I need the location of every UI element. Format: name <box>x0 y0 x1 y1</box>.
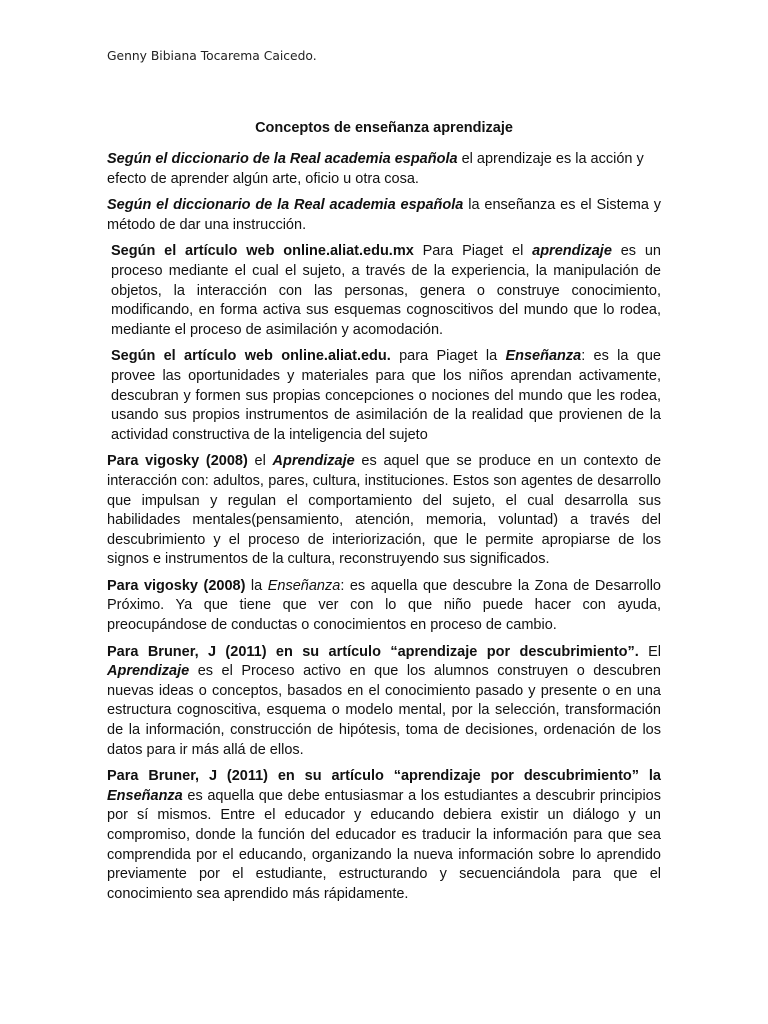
paragraph-5 <box>107 452 661 570</box>
paragraph-6-term: Enseñanza <box>267 577 341 594</box>
paragraph-5-text: es aquel que se produce en un contexto de interacción con: adultos, pares, cultura, instituciones. Estos son agentes de desarrollo que impulsan y regulan el comportamiento del sujeto, el cual desarrolla sus habilidades mentales(pensamiento, atención, memoria, voluntad) a través del descubrimiento y el proceso de interiorización, que le permite apropiarse de los signos e instrumentos de la cultura, reconstruyendo sus significados. <box>107 453 662 568</box>
paragraph-8-lead: Para Bruner, J (2011) en su artículo “aprendizaje por descubrimiento” la <box>107 768 661 785</box>
document-body <box>107 150 661 911</box>
paragraph-7-mid: El <box>638 643 661 660</box>
document-title: Conceptos de enseñanza aprendizaje <box>255 120 513 136</box>
paragraph-2-text: la enseñanza es el Sistema y método de dar una instrucción. <box>107 197 661 233</box>
paragraph-1 <box>107 150 661 189</box>
paragraph-8-term: Enseñanza <box>107 787 183 804</box>
paragraph-8-text: es aquella que debe entusiasmar a los estudiantes a descubrir principios por sí mismos. Entre el educador y educando debiera existir un diálogo y un compromiso, donde la función del educador es traducir la información para que sea comprendida por el educando, organizando la nueva información sobre lo aprendido previamente por el estudiante, estructurando y secuenciándola para que el conocimiento sea aprendido más rápidamente. <box>107 787 661 902</box>
paragraph-5-lead: Para vigosky (2008) <box>107 453 248 470</box>
paragraph-3-mid: Para Piaget el <box>413 243 533 260</box>
paragraph-3 <box>107 242 661 340</box>
paragraph-4-lead: Según el artículo web online.aliat.edu. <box>111 348 391 365</box>
paragraph-4-text: : es la que provee las oportunidades y materiales para que los niños aprendan activamente, descubran y formen sus propias concepciones o nociones del mundo que les rodea, usando sus propios instrumentos de asimilación de la realidad que provienen de la actividad constructiva de la inteligencia del sujeto <box>111 348 661 443</box>
paragraph-4-mid: para Piaget la <box>390 348 506 365</box>
paragraph-3-lead: Según el artículo web online.aliat.edu.mx <box>111 243 414 260</box>
author-name: Genny Bibiana Tocarema Caicedo. <box>107 49 317 63</box>
paragraph-3-term: aprendizaje <box>532 243 612 260</box>
paragraph-6-text: : es aquella que descubre la Zona de Desarrollo Próximo. Ya que tiene que ver con lo que niño puede hacer con ayuda, preocupándose de conductas o conocimientos en proceso de cambio. <box>107 577 661 634</box>
paragraph-6-lead: Para vigosky (2008) <box>107 577 246 594</box>
paragraph-8 <box>107 767 661 904</box>
paragraph-7-text: es el Proceso activo en que los alumnos construyen o descubren nuevas ideas o conceptos, basados en el conocimiento pasado y presente o en una estructura cognoscitiva, esquema o modelo mental, por la selección, transformación de la información, construcción de hipótesis, toma de decisiones, ordenación de los datos para ir más allá de ellos. <box>107 663 661 758</box>
paragraph-5-term: Aprendizaje <box>272 453 355 470</box>
paragraph-2-lead: Según el diccionario de la Real academia española <box>107 197 464 214</box>
paragraph-7-term: Aprendizaje <box>107 663 190 680</box>
paragraph-4-term: Enseñanza <box>505 348 582 365</box>
paragraph-4 <box>107 347 661 445</box>
paragraph-2 <box>107 196 661 235</box>
paragraph-1-lead: Según el diccionario de la Real academia española <box>107 151 458 167</box>
paragraph-7-lead: Para Bruner, J (2011) en su artículo “aprendizaje por descubrimiento”. <box>107 643 639 660</box>
paragraph-1-text: el aprendizaje es la acción y efecto de aprender algún arte, oficio u otra cosa. <box>107 151 644 187</box>
paragraph-6-mid: la <box>245 577 268 594</box>
paragraph-7 <box>107 643 661 761</box>
paragraph-6 <box>107 577 661 636</box>
paragraph-5-mid: el <box>247 453 273 470</box>
paragraph-3-text: es un proceso mediante el cual el sujeto, a través de la experiencia, la manipulación de objetos, la interacción con las personas, genera o construye conocimiento, modificando, en forma activa sus esquemas cognoscitivos del mundo que lo rodea, mediante el proceso de asimilación y acomodación. <box>111 243 661 338</box>
